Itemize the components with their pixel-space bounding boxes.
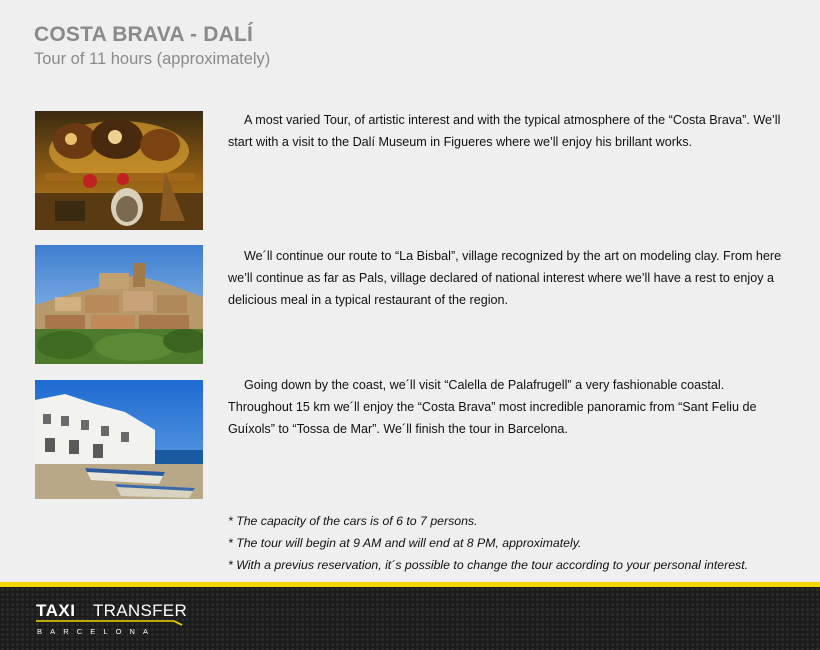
footer-accent-stripe [0, 582, 820, 587]
section-3-text: Going down by the coast, we´ll visit “Calella de Palafrugell” a very fashionable coastal. Throughout 15 km we´ll enjoy the “Costa Brava” most incredible panoramic from “Sant Feliu de Guíxols” to “Tossa de Mar”. We´ll finish the tour in Barcelona. [228, 378, 757, 436]
page-subtitle: Tour of 11 hours (approximately) [34, 50, 271, 68]
coastal-beach-image [35, 380, 203, 499]
logo-swoosh-icon [36, 618, 184, 626]
hillside-village-image [35, 245, 203, 364]
note-capacity: * The capacity of the cars is of 6 to 7 persons. [228, 514, 478, 528]
dali-painting-image [35, 111, 203, 230]
logo-city-text: BARCELONA [37, 627, 157, 636]
tour-notes [228, 510, 748, 576]
note-schedule: * The tour will begin at 9 AM and will end at 8 PM, approximately. [228, 536, 582, 550]
taxi-transfer-logo [36, 601, 186, 641]
logo-transfer-text: TRANSFER [93, 601, 188, 620]
note-reservation: * With a previus reservation, it´s possible to change the tour according to your personal interest. [228, 558, 749, 572]
logo-taxi-text: TAXI [36, 601, 76, 620]
page-title: COSTA BRAVA - DALÍ [34, 23, 254, 46]
section-2-text: We´ll continue our route to “La Bisbal”, village recognized by the art on modeling clay. From here we’ll continue as far as Pals, village declared of national interest where we’ll have a rest to enjoy a delicious meal in a typical restaurant of the region. [228, 249, 782, 307]
section-1-text: A most varied Tour, of artistic interest and with the typical atmosphere of the “Costa Brava”. We’ll start with a visit to the Dalí Museum in Figueres where we’ll enjoy his brillant works. [228, 113, 781, 149]
